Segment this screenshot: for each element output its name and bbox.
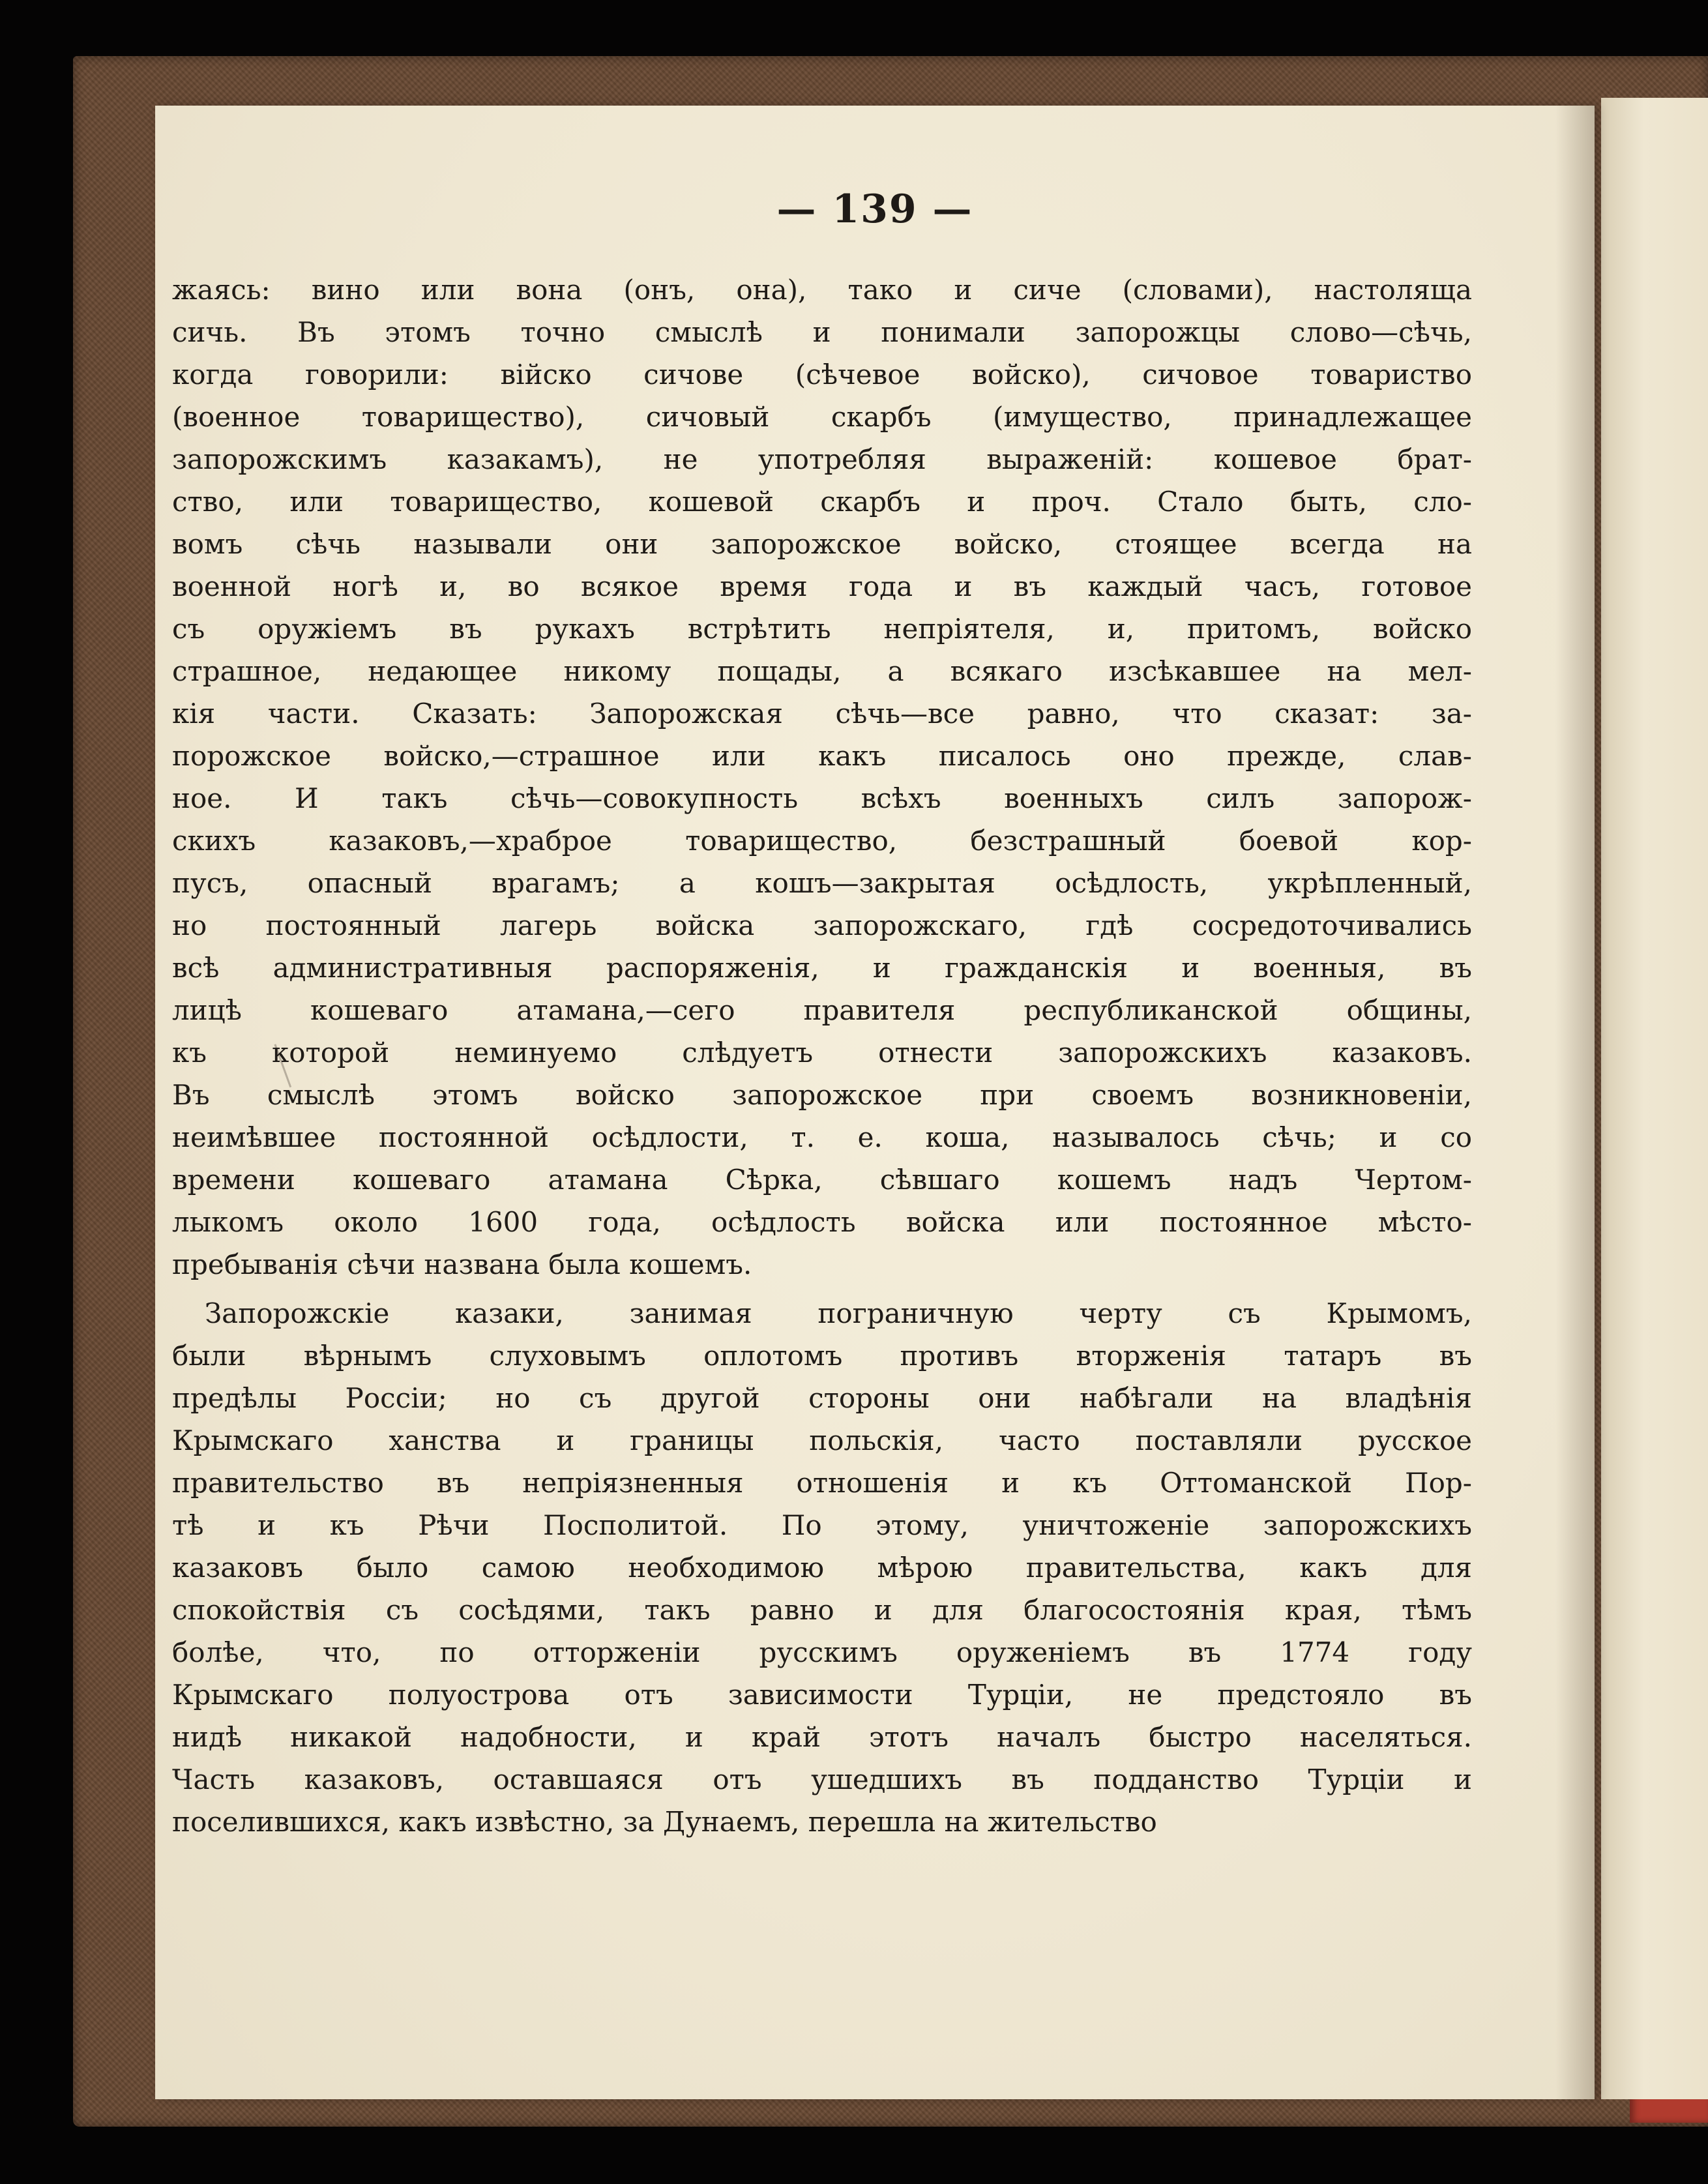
text-line: Часть казаковъ, оставшаяся отъ ушедшихъ въ подданство Турціи и: [172, 1763, 1472, 1795]
text-line: Въ смыслѣ этомъ войско запорожское при своемъ возникновеніи,: [172, 1079, 1472, 1111]
text-line: жаясь: вино или вона (онъ, она), тако и сиче (словами), настоляща: [172, 274, 1472, 306]
text-line: нидѣ никакой надобности, и край этотъ началъ быстро населяться.: [172, 1721, 1472, 1753]
text-line: (военное товарищество), сичовый скарбъ (имущество, принадлежащее: [172, 401, 1472, 433]
text-line: были вѣрнымъ слуховымъ оплотомъ противъ вторженія татаръ въ: [172, 1340, 1472, 1372]
text-line: сичь. Въ этомъ точно смыслѣ и понимали запорожцы слово—сѣчь,: [172, 316, 1472, 348]
page-gutter-shadow: [1555, 106, 1595, 2099]
text-line: поселившихся, какъ извѣстно, за Дунаемъ, перешла на жительство: [172, 1806, 1157, 1838]
text-line: съ оружіемъ въ рукахъ встрѣтить непріятеля, и, притомъ, войско: [172, 613, 1472, 645]
text-line: къ которой неминуемо слѣдуетъ отнести запорожскихъ казаковъ.: [172, 1037, 1472, 1069]
text-line: ное. И такъ сѣчь—совокупность всѣхъ военныхъ силъ запорож-: [172, 782, 1472, 814]
text-line: но постоянный лагерь войска запорожскаго, гдѣ сосредоточивались: [172, 909, 1472, 941]
text-line: спокойствія съ сосѣдями, такъ равно и для благосостоянія края, тѣмъ: [172, 1594, 1472, 1626]
text-line: тѣ и къ Рѣчи Посполитой. По этому, уничтоженіе запорожскихъ: [172, 1509, 1472, 1541]
text-line: военной ногѣ и, во всякое время года и въ каждый часъ, готовое: [172, 570, 1472, 602]
text-line: всѣ административныя распоряженія, и гражданскія и военныя, въ: [172, 952, 1472, 984]
page-number: — 139 —: [776, 186, 973, 232]
paragraph-1: [172, 269, 1472, 1286]
text-line: Крымскаго ханства и границы польскія, часто поставляли русское: [172, 1424, 1472, 1456]
text-line: Крымскаго полуострова отъ зависимости Турціи, не предстояло въ: [172, 1679, 1472, 1711]
text-line: когда говорили: війско сичове (сѣчевое войско), сичовое товариство: [172, 359, 1472, 391]
text-line: казаковъ было самою необходимою мѣрою правительства, какъ для: [172, 1552, 1472, 1584]
text-line: неимѣвшее постоянной осѣдлости, т. е. коша, называлось сѣчь; и со: [172, 1121, 1472, 1153]
text-line: лыкомъ около 1600 года, осѣдлость войска или постоянное мѣсто-: [172, 1206, 1472, 1238]
text-line: времени кошеваго атамана Сѣрка, сѣвшаго кошемъ надъ Чертом-: [172, 1164, 1472, 1196]
page-text: [172, 269, 1472, 1843]
text-line: предѣлы Россіи; но съ другой стороны они набѣгали на владѣнія: [172, 1382, 1472, 1414]
text-line: правительство въ непріязненныя отношенія и къ Оттоманской Пор-: [172, 1467, 1472, 1499]
text-line: пребыванія сѣчи названа была кошемъ.: [172, 1248, 752, 1280]
text-line: кія части. Сказать: Запорожская сѣчь—все равно, что сказат: за-: [172, 698, 1472, 730]
text-line: пусъ, опасный врагамъ; а кошъ—закрытая осѣдлость, укрѣпленный,: [172, 867, 1472, 899]
facing-page-edge: [1601, 98, 1708, 2099]
text-line: Запорожскіе казаки, занимая пограничную черту съ Крымомъ,: [205, 1297, 1472, 1329]
text-line: ство, или товарищество, кошевой скарбъ и проч. Стало быть, сло-: [172, 486, 1472, 518]
text-line: скихъ казаковъ,—храброе товарищество, безстрашный боевой кор-: [172, 825, 1472, 857]
text-line: болѣе, что, по отторженіи русскимъ оруженіемъ въ 1774 году: [172, 1636, 1472, 1668]
paragraph-2: [172, 1292, 1472, 1843]
text-line: лицѣ кошеваго атамана,—сего правителя республиканской общины,: [172, 994, 1472, 1026]
text-line: запорожскимъ казакамъ), не употребляя выраженій: кошевое брат-: [172, 443, 1472, 475]
text-line: порожское войско,—страшное или какъ писалось оно прежде, слав-: [172, 740, 1472, 772]
text-line: страшное, недающее никому пощады, а всякаго изсѣкавшее на мел-: [172, 655, 1472, 687]
text-line: вомъ сѣчь называли они запорожское войско, стоящее всегда на: [172, 528, 1472, 560]
